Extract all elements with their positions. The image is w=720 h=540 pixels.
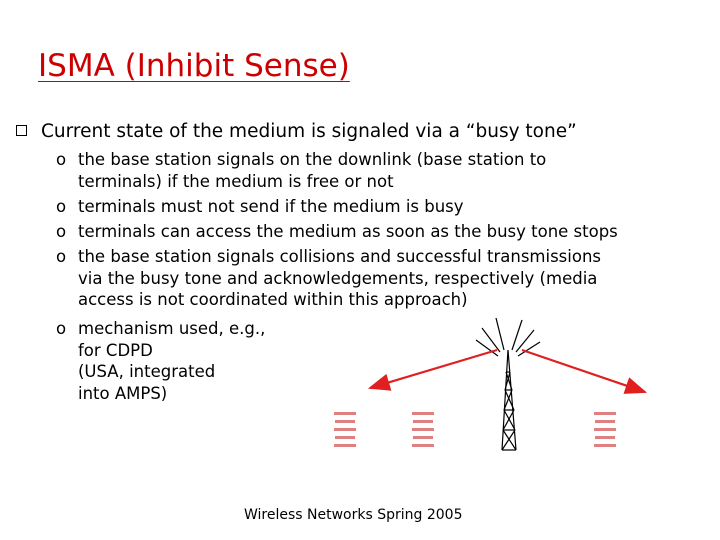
circle-bullet-icon: o (56, 197, 67, 216)
square-bullet-icon (16, 125, 27, 136)
sub-bullet-text: terminals must not send if the medium is busy (78, 197, 464, 216)
slide-title: ISMA (Inhibit Sense) (38, 48, 350, 84)
circle-bullet-icon: o (56, 247, 67, 266)
arrow-to-left-terminal (370, 350, 497, 388)
sub-bullet-text: the base station signals collisions and successful transmissions via the busy tone and acknowledgements, respectively (media access is not coordinated within this approach) (78, 247, 601, 309)
slide-footer: Wireless Networks Spring 2005 (244, 507, 463, 523)
terminal-label-left (334, 412, 356, 447)
sub-bullet-mechanism (56, 318, 265, 404)
arrow-to-right-terminal (522, 350, 645, 392)
base-station-tower-icon (502, 350, 516, 450)
sub-bullet-text: the base station signals on the downlink (base station to terminals) if the medium is free or not (78, 150, 547, 191)
main-bullet (16, 121, 577, 142)
circle-bullet-icon: o (56, 319, 67, 338)
sub-bullet-text: mechanism used, e.g., for CDPD (USA, integrated into AMPS) (78, 319, 266, 403)
terminal-label-right (594, 412, 616, 447)
busy-tone-diagram (300, 310, 700, 470)
terminal-label-middle (412, 412, 434, 447)
main-bullet-text: Current state of the medium is signaled via a “busy tone” (41, 121, 577, 142)
sub-bullet-collisions (56, 246, 601, 311)
sub-bullet-downlink (56, 149, 546, 192)
circle-bullet-icon: o (56, 150, 67, 169)
circle-bullet-icon: o (56, 222, 67, 241)
sub-bullet-access (56, 221, 618, 243)
sub-bullet-text: terminals can access the medium as soon as the busy tone stops (78, 222, 618, 241)
sub-bullet-busy (56, 196, 464, 218)
